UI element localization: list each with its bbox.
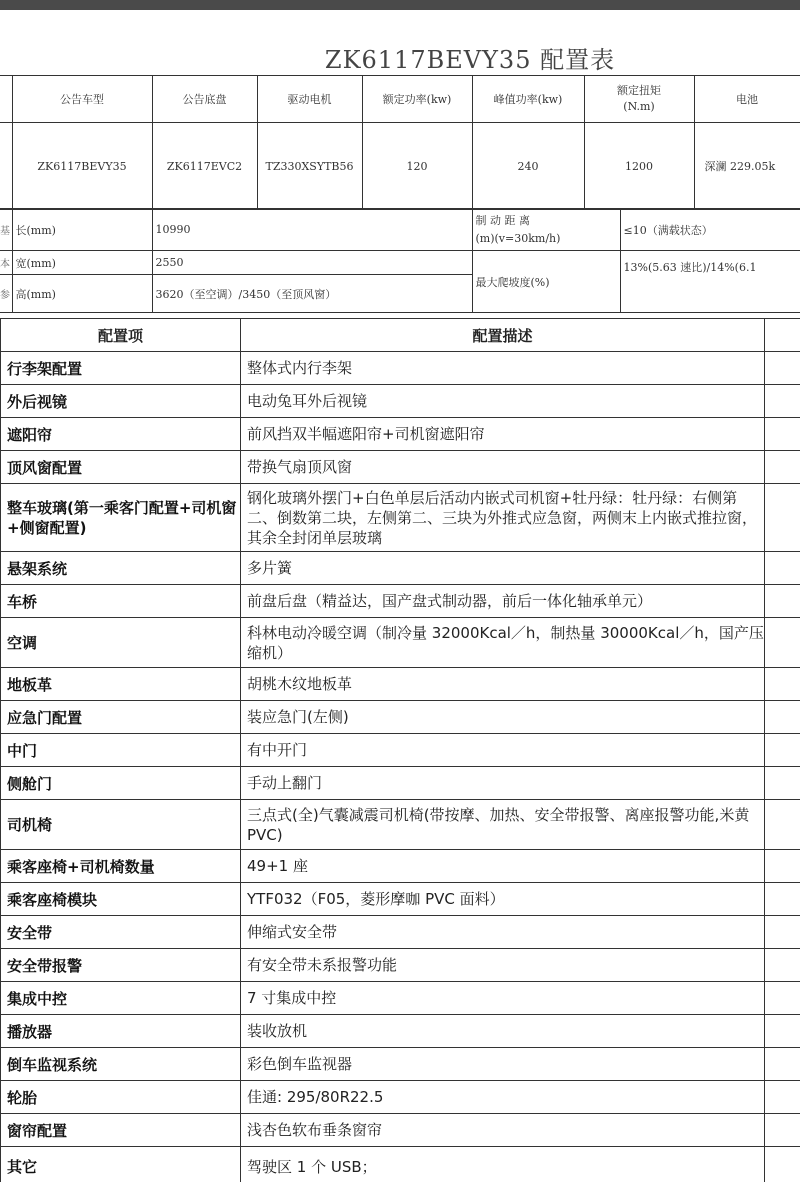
spec-header-cell: 额定扭矩 (N.m) xyxy=(584,76,694,123)
spec-header-cell: 额定功率(kw) xyxy=(362,76,472,123)
width-value: 2550 xyxy=(152,251,472,275)
spec-header-cell: 峰值功率(kw) xyxy=(472,76,584,123)
dimensions-table xyxy=(0,208,800,313)
config-blank-cell xyxy=(765,982,800,1015)
dims-side-label: 本 xyxy=(0,251,12,275)
config-item-label: 其它 xyxy=(1,1147,241,1182)
config-item-label: 安全带 xyxy=(1,916,241,949)
config-header-desc: 配置描述 xyxy=(241,319,765,352)
spec-edge-cell xyxy=(0,123,12,210)
config-item-desc: 前风挡双半幅遮阳帘+司机窗遮阳帘 xyxy=(241,418,765,451)
config-item-label: 集成中控 xyxy=(1,982,241,1015)
config-header-item: 配置项 xyxy=(1,319,241,352)
config-row xyxy=(1,767,800,800)
spec-header-cell: 公告车型 xyxy=(12,76,152,123)
config-item-desc: YTF032（F05，菱形摩咖 PVC 面料） xyxy=(241,883,765,916)
config-blank-cell xyxy=(765,949,800,982)
config-row xyxy=(1,585,800,618)
config-item-desc: 胡桃木纹地板革 xyxy=(241,668,765,701)
config-table xyxy=(0,318,800,1182)
config-blank-cell xyxy=(765,552,800,585)
config-item-desc: 钢化玻璃外摆门+白色单层后活动内嵌式司机窗+牡丹绿：牡丹绿：右侧第二、倒数第二块，左侧第二、三块为外推式应急窗，两侧末上内嵌式推拉窗，其余全封闭单层玻璃 xyxy=(241,484,765,552)
config-blank-cell xyxy=(765,1114,800,1147)
config-item-label: 外后视镜 xyxy=(1,385,241,418)
config-item-label: 行李架配置 xyxy=(1,352,241,385)
config-item-label: 地板革 xyxy=(1,668,241,701)
config-row xyxy=(1,418,800,451)
config-row xyxy=(1,1147,800,1182)
config-item-label: 顶风窗配置 xyxy=(1,451,241,484)
config-blank-cell xyxy=(765,352,800,385)
config-item-desc: 7 寸集成中控 xyxy=(241,982,765,1015)
config-row xyxy=(1,668,800,701)
height-value: 3620（至空调）/3450（至顶风窗） xyxy=(152,275,472,313)
config-item-desc: 整体式内行李架 xyxy=(241,352,765,385)
spec-value-cell: 240 xyxy=(472,123,584,210)
spec-table xyxy=(0,75,800,210)
config-blank-cell xyxy=(765,800,800,850)
config-item-desc: 有安全带未系报警功能 xyxy=(241,949,765,982)
config-row xyxy=(1,385,800,418)
config-item-desc: 有中开门 xyxy=(241,734,765,767)
config-blank-cell xyxy=(765,618,800,668)
config-blank-cell xyxy=(765,767,800,800)
config-blank-cell xyxy=(765,451,800,484)
config-blank-cell xyxy=(765,585,800,618)
config-row xyxy=(1,1015,800,1048)
spec-value-cell: ZK6117BEVY35 xyxy=(12,123,152,210)
dims-side-label: 参 xyxy=(0,275,12,313)
config-row xyxy=(1,916,800,949)
config-item-label: 遮阳帘 xyxy=(1,418,241,451)
config-row xyxy=(1,618,800,668)
config-item-label: 轮胎 xyxy=(1,1081,241,1114)
config-blank-cell xyxy=(765,668,800,701)
config-item-desc: 手动上翻门 xyxy=(241,767,765,800)
config-row xyxy=(1,701,800,734)
config-blank-cell xyxy=(765,916,800,949)
config-item-label: 播放器 xyxy=(1,1015,241,1048)
document-title: ZK6117BEVY35 配置表 xyxy=(324,46,616,74)
config-item-desc: 装应急门(左侧) xyxy=(241,701,765,734)
config-row xyxy=(1,949,800,982)
config-row xyxy=(1,883,800,916)
config-item-desc: 浅杏色软布垂条窗帘 xyxy=(241,1114,765,1147)
grade-label: 最大爬坡度(%) xyxy=(472,251,620,313)
config-item-label: 中门 xyxy=(1,734,241,767)
config-blank-cell xyxy=(765,418,800,451)
config-row xyxy=(1,552,800,585)
config-item-desc: 科林电动冷暖空调（制冷量 32000Kcal／h，制热量 30000Kcal／h，国产压缩机） xyxy=(241,618,765,668)
config-row xyxy=(1,1081,800,1114)
spec-value-cell: 120 xyxy=(362,123,472,210)
config-row xyxy=(1,1048,800,1081)
config-item-label: 窗帘配置 xyxy=(1,1114,241,1147)
config-row xyxy=(1,800,800,850)
config-blank-cell xyxy=(765,701,800,734)
config-blank-cell xyxy=(765,385,800,418)
config-row xyxy=(1,734,800,767)
config-blank-cell xyxy=(765,1048,800,1081)
brake-distance-value: ≤10（满载状态） xyxy=(620,209,800,251)
config-item-label: 安全带报警 xyxy=(1,949,241,982)
length-value: 10990 xyxy=(152,209,472,251)
config-item-desc: 彩色倒车监视器 xyxy=(241,1048,765,1081)
config-item-desc: 驾驶区 1 个 USB； xyxy=(241,1147,765,1182)
length-label: 长(mm) xyxy=(12,209,152,251)
config-item-label: 悬架系统 xyxy=(1,552,241,585)
config-blank-cell xyxy=(765,1015,800,1048)
config-item-label: 车桥 xyxy=(1,585,241,618)
config-blank-cell xyxy=(765,1147,800,1182)
config-row xyxy=(1,982,800,1015)
config-item-label: 乘客座椅模块 xyxy=(1,883,241,916)
config-row xyxy=(1,1114,800,1147)
spec-value-cell: 深澜 229.05k xyxy=(694,123,800,210)
spec-header-cell: 驱动电机 xyxy=(257,76,362,123)
config-item-desc: 带换气扇顶风窗 xyxy=(241,451,765,484)
config-row xyxy=(1,484,800,552)
config-blank-cell xyxy=(765,319,800,352)
config-item-desc: 装收放机 xyxy=(241,1015,765,1048)
config-item-desc: 伸缩式安全带 xyxy=(241,916,765,949)
spec-value-cell: 1200 xyxy=(584,123,694,210)
spec-header-cell: 公告底盘 xyxy=(152,76,257,123)
spec-value-cell: ZK6117EVC2 xyxy=(152,123,257,210)
config-item-desc: 多片簧 xyxy=(241,552,765,585)
config-row xyxy=(1,451,800,484)
config-blank-cell xyxy=(765,484,800,552)
config-item-label: 乘客座椅+司机椅数量 xyxy=(1,850,241,883)
height-label: 高(mm) xyxy=(12,275,152,313)
config-row xyxy=(1,850,800,883)
config-blank-cell xyxy=(765,734,800,767)
spec-value-cell: TZ330XSYTB56 xyxy=(257,123,362,210)
config-item-desc: 49+1 座 xyxy=(241,850,765,883)
config-item-label: 倒车监视系统 xyxy=(1,1048,241,1081)
config-item-desc: 电动兔耳外后视镜 xyxy=(241,385,765,418)
spec-edge-cell xyxy=(0,76,12,123)
config-item-label: 司机椅 xyxy=(1,800,241,850)
config-item-label: 侧舱门 xyxy=(1,767,241,800)
dims-side-label: 基 xyxy=(0,209,12,251)
config-item-label: 整车玻璃(第一乘客门配置+司机窗+侧窗配置) xyxy=(1,484,241,552)
width-label: 宽(mm) xyxy=(12,251,152,275)
config-item-label: 应急门配置 xyxy=(1,701,241,734)
config-row xyxy=(1,352,800,385)
config-blank-cell xyxy=(765,883,800,916)
config-item-label: 空调 xyxy=(1,618,241,668)
config-item-desc: 佳通: 295/80R22.5 xyxy=(241,1081,765,1114)
config-item-desc: 前盘后盘（精益达，国产盘式制动器，前后一体化轴承单元） xyxy=(241,585,765,618)
grade-value: 13%(5.63 速比)/14%(6.1 xyxy=(620,251,800,313)
config-item-desc: 三点式(全)气囊减震司机椅(带按摩、加热、安全带报警、离座报警功能,米黄 PVC) xyxy=(241,800,765,850)
brake-distance-label: 制 动 距 离 (m)(v=30km/h) xyxy=(472,209,620,251)
config-blank-cell xyxy=(765,1081,800,1114)
spec-header-cell: 电池 xyxy=(694,76,800,123)
top-status-bar xyxy=(0,0,800,10)
config-blank-cell xyxy=(765,850,800,883)
